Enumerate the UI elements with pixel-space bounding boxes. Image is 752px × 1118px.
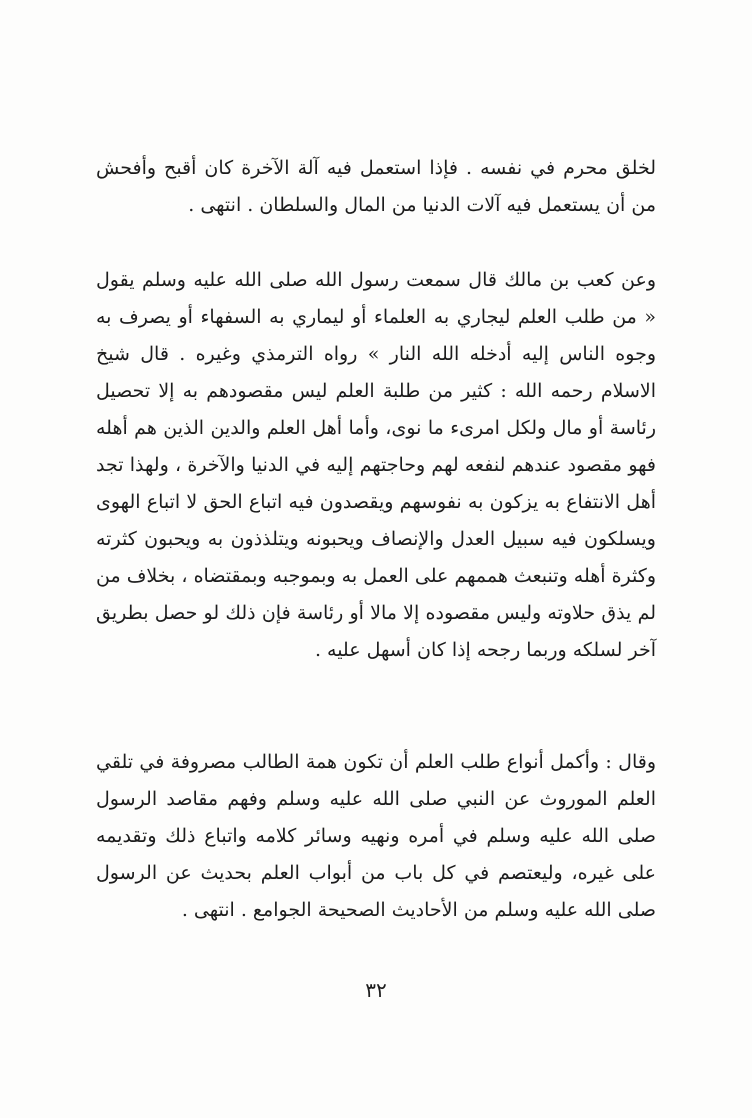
page-number: ٣٢ [365, 978, 387, 1002]
paragraph-1: لخلق محرم في نفسه . فإذا استعمل فيه آلة الآخرة كان أقبح وأفحش من أن يستعمل فيه آلات الدنيا من المال والسلطان . انتهى . [96, 157, 656, 216]
paragraph-3: وقال : وأكمل أنواع طلب العلم أن تكون همة الطالب مصروفة في تلقي العلم الموروث عن النبي صلى الله عليه وسلم وفهم مقاصد الرسول صلى الله عليه وسلم في أمره ونهيه وسائر كلامه واتباع ذلك وتقديمه على غيره، وليعتصم في كل باب من أبواب العلم بحديث عن الرسول صلى الله عليه وسلم من الأحاديث الصحيحة الجوامع . انتهى . [96, 751, 656, 921]
paragraph-2: وعن كعب بن مالك قال سمعت رسول الله صلى الله عليه وسلم يقول « من طلب العلم ليجاري به العلماء أو ليماري به السفهاء أو يصرف به وجوه الناس إليه أدخله الله النار » رواه الترمذي وغيره . قال شيخ الاسلام رحمه الله : كثير من طلبة العلم ليس مقصودهم به إلا تحصيل رئاسة أو مال ولكل امرىء ما نوى، وأما أهل العلم والدين الذين هم أهله فهو مقصود عندهم لنفعه لهم وحاجتهم إليه في الدنيا والآخرة ، ولهذا تجد أهل الانتفاع به يزكون به نفوسهم ويقصدون فيه اتباع الحق لا اتباع الهوى ويسلكون فيه سبيل العدل والإنصاف ويحبونه ويتلذذون به ويحبون كثرته وكثرة أهله وتنبعث هممهم على العمل به وبموجبه وبمقتضاه ، بخلاف من لم يذق حلاوته وليس مقصوده إلا مالا أو رئاسة فإن ذلك لو حصل بطريق آخر لسلكه وربما رجحه إذا كان أسهل عليه . [96, 269, 656, 661]
